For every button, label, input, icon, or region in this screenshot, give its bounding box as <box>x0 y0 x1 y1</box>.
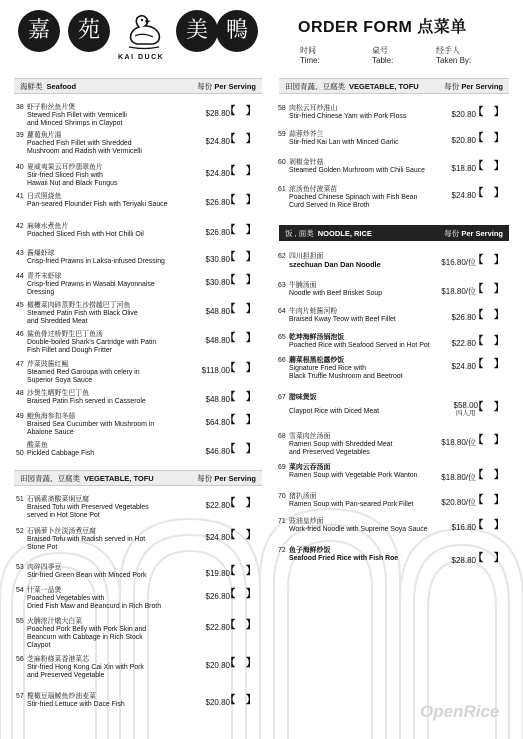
logo-subtitle: KAI DUCK <box>118 54 165 61</box>
quantity-box[interactable]: 【 】 <box>225 415 260 426</box>
quantity-box[interactable]: 【 】 <box>473 161 508 172</box>
order-field-taken-by: 经手人 Taken By: <box>436 46 472 65</box>
section-header-seafood: 海鮮类 Seafood 每份 Per Serving <box>14 78 262 94</box>
quantity-box[interactable]: 【 】 <box>225 589 260 600</box>
quantity-box[interactable]: 【 】 <box>225 566 260 577</box>
quantity-box[interactable]: 【 】 <box>225 620 260 631</box>
quantity-box[interactable]: 【 】 <box>473 402 508 413</box>
quantity-box[interactable]: 【 】 <box>225 225 260 236</box>
quantity-box[interactable]: 【 】 <box>225 195 260 206</box>
quantity-box[interactable]: 【 】 <box>225 658 260 669</box>
right-menu-column: 58 肉松云耳炒淮山 Stir-fried Chinese Yam with Pork Floss $20.80 【 】 59 蒜蓉炒芥兰 Stir-fried Kai Lan with Minced Garlic $20.80 【 】 60 剁椒金针菇 Steamed Golden Murhroom with Chili Sauce $18.80 【 】 61 浓汤鱼付菠菜苗 Poached Chinese Spinach with Fish Bean Curd Served In Rice Broth $24.80 【 】 62 四川担担面 szechuan Dan Dan Noodle $16.80/位 【 】 63 牛腩汤面 Noodle with Beef Brisket Soup $18.80/位 【 】 64 牛肉片蚝酱河粉 Braised Kway Teow with Beef Fillet $26.80 【 】 65 乾坤海鲜汤锅泡饭 Poached Rice with Seafood Served in Hot Pot $22.80 【 】 66 蘑菜根黑松露炒饭 Signature Fried Rice with Black Truffle Mushroom and Beetroot $24.80 【 】 67 腊味煲饭 Claypot Rice with Diced Meat $58.00 四人用 【 】 68 雪菜肉丝汤面 Ramen Soup with Shredded Meat and Preserved Vegetables $18.80/位 【 】 69 菜肉云吞汤面 Ramen Soup with Vegetable Pork Wanton $18.80/位 【 】 70 猪扒汤面 Ramen Soup with Pan-seared Pork Fillet $20.80/位 【 】 71 豉油皇炒面 Work-fried Noodle with Supreme Soya Sauce $16.80 【 】 72 鱼子海鲜炒饭 Seafood Fried Rice with Fish Roe $28.80 【 】 <box>278 105 508 565</box>
quantity-box[interactable]: 【 】 <box>225 530 260 541</box>
order-field-time: 时间 Time: <box>300 46 320 65</box>
section-header-noodle-rice: 饭 , 面类 NOODLE, RICE 每份 Per Serving <box>279 225 509 241</box>
logo-char-4: 鴨 <box>216 10 258 52</box>
logo-char-3: 美 <box>176 10 218 52</box>
logo-char-1: 嘉 <box>18 10 60 52</box>
quantity-box[interactable]: 【 】 <box>225 498 260 509</box>
quantity-box[interactable]: 【 】 <box>225 695 260 706</box>
quantity-box[interactable]: 【 】 <box>473 336 508 347</box>
quantity-box[interactable]: 【 】 <box>225 333 260 344</box>
quantity-box[interactable]: 【 】 <box>473 107 508 118</box>
openrice-watermark: OpenRice <box>420 702 500 721</box>
quantity-box[interactable]: 【 】 <box>225 275 260 286</box>
quantity-box[interactable]: 【 】 <box>473 133 508 144</box>
left-menu-column: 38 虾子粉丝鱼片煲 Stewed Fish Fillet with Vermicelli and Minced Shrimps in Claypot $28.80 【 】 39 蘿蔔魚片湯 Poached Fish Fillet with Shredded Mushroom and Radish with Vermicelli $24.80 【 】 40 夏威夷果云耳炒翡翠鱼片 Stir-fried Sliced Fish with Hawaii Nut and Black Fungus $24.80 【 】 41 日式照烧鱼 Pan-seared Flounder Fish with Teriyaki Sauce $26.80 【 】 42 麻辣水煮鱼片 Poached Sliced Fish with Hot Chilli Oil $26.80 【 】 43 酱爆虾球 Crisp-fried Prawns in Laksa-infused Dressing $30.80 【 】 44 青芥末虾球 Crisp-fried Prawns in Wasabi Mayonnaise Dressing $30.80 【 】 45 橄欖菜肉碎蒸野生沙捞越巴丁河鱼 Steamed Patin Fish with Black Olive and Shredded Meat $48.80 【 】 46 鲨鱼骨过桥野生巴丁鱼汤 Double-boiled Shark's Cartridge with Patin Fish Fillet and Dough Fritter $48.80 【 】 47 芹菜豉酱红鲺 Steamed Red Garoupa with celery in Superior Soya Sauce $118.00 【 】 48 沙煲生晒野生巴丁鱼 Braised Patin Fish served in Casserole $48.80 【 】 49 鮑魚海参扣冬菇 Braised Sea Cucumber with Mushroom in Abalone Sauce $64.80 【 】 50 酸菜鱼 Pickled Cabbage Fish $46.80 【 】 51 石锅素斋酸菜焖豆腐 Braised Tofu with Preserved Vegetables served in Hot Stone Pot $22.80 【 】 52 石锅萝卜丝淡汤煮豆腐 Braised Tofu with Radish served in Hot Stone Pot $24.80 【 】 53 肉碎四季豆 Stir-fried Green Bean with Minced Pork $19.80 【 】 54 什菜一品煲 Poached Vegetables with Dried Fish Maw and Beancurd in Rich Broth $26.80 【 】 55 火腩浓汁燉大白菜 Poached Pork Belly with Pork Skin and Beancurn with Cabbage in Rich Stock Claypot $22.80 【 】 56 芝麻粉條菜香港菜芯 Stir-fried Hong Kong Cai Xin with Pork and Preserved Vegetable $20.80 【 】 57 榄橄豆瑙鯪鱼炒油麦菜 Stir-fried Lettuce with Dace Fish $20.80 【 】 <box>16 104 260 708</box>
quantity-box[interactable]: 【 】 <box>225 304 260 315</box>
order-field-table: 桌号 Table: <box>372 46 394 65</box>
quantity-box[interactable]: 【 】 <box>473 495 508 506</box>
quantity-box[interactable]: 【 】 <box>225 392 260 403</box>
section-header-vegetable-left: 田园青蔬、豆腐类 VEGETABLE, TOFU 每份 Per Serving <box>14 470 262 486</box>
quantity-box[interactable]: 【 】 <box>473 255 508 266</box>
order-form-title: ORDER FORM 点菜单 <box>298 19 467 36</box>
quantity-box[interactable]: 【 】 <box>225 134 260 145</box>
quantity-box[interactable]: 【 】 <box>225 166 260 177</box>
logo-char-2: 苑 <box>68 10 110 52</box>
quantity-box[interactable]: 【 】 <box>225 106 260 117</box>
quantity-box[interactable]: 【 】 <box>473 520 508 531</box>
quantity-box[interactable]: 【 】 <box>473 470 508 481</box>
quantity-box[interactable]: 【 】 <box>473 359 508 370</box>
quantity-box[interactable]: 【 】 <box>473 188 508 199</box>
quantity-box[interactable]: 【 】 <box>473 435 508 446</box>
quantity-box[interactable]: 【 】 <box>225 363 260 374</box>
quantity-box[interactable]: 【 】 <box>473 284 508 295</box>
quantity-box[interactable]: 【 】 <box>225 252 260 263</box>
quantity-box[interactable]: 【 】 <box>225 444 260 455</box>
section-header-vegetable-right: 田园青蔬、豆腐类 VEGETABLE, TOFU 每份 Per Serving <box>279 78 509 94</box>
quantity-box[interactable]: 【 】 <box>473 553 508 564</box>
quantity-box[interactable]: 【 】 <box>473 310 508 321</box>
